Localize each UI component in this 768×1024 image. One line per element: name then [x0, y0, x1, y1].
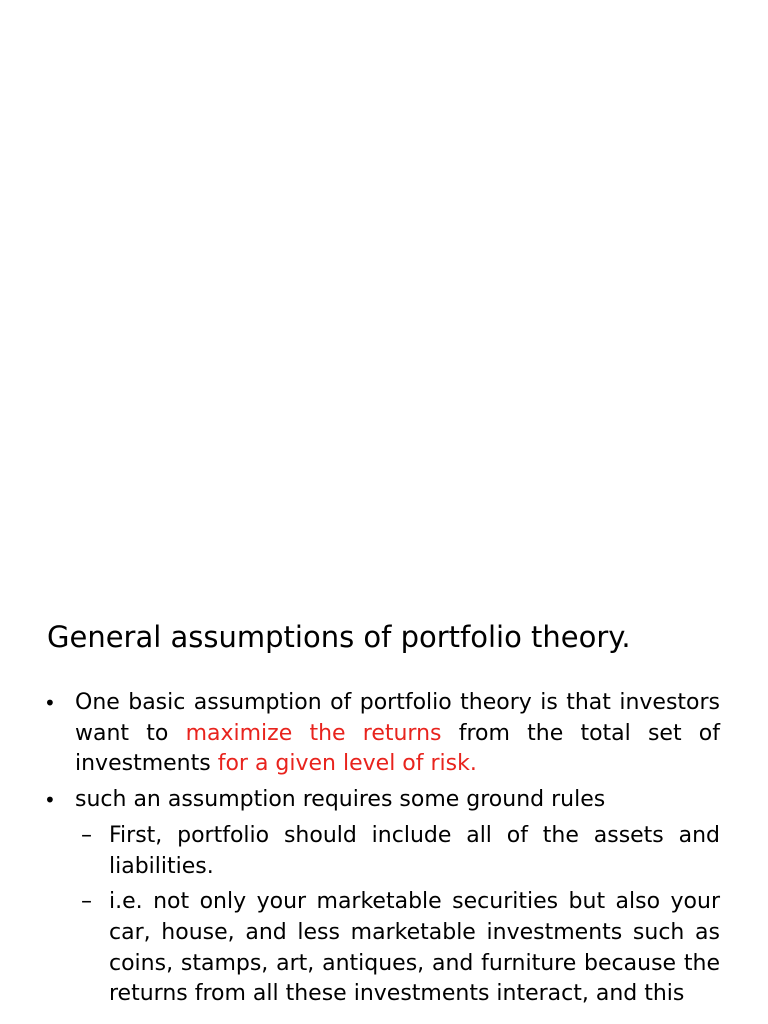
- dash-marker: –: [81, 822, 92, 848]
- slide-title: General assumptions of portfolio theory.: [47, 620, 631, 654]
- sub-item-all-assets: [81, 821, 720, 882]
- bullet-item-ground-rules: [44, 785, 720, 816]
- dash-marker: –: [81, 889, 92, 915]
- highlight-given-risk: for a given level of risk.: [217, 751, 477, 777]
- bullet-item-returns-assumption: [44, 688, 720, 780]
- sub-item-text: i.e. not only your marketable securities but also your car, house, and less marketable investments such as coins, stamps, art, antiques, and furniture because the returns from all these investments interact, and this: [109, 889, 720, 1007]
- bullet-marker: •: [44, 691, 56, 715]
- bullet-text: such an assumption requires some ground rules: [75, 787, 606, 813]
- highlight-maximize-returns: maximize the returns: [185, 720, 442, 746]
- bullet-text: from the total set of investments: [75, 720, 720, 777]
- bullet-marker: •: [44, 788, 56, 813]
- slide-body: [0, 688, 768, 1010]
- bullet-text: One basic assumption of portfolio theory is that investors want to: [75, 690, 720, 746]
- sub-item-example-assets: [81, 887, 720, 1010]
- sub-item-text: First, portfolio should include all of the assets and liabilities.: [109, 822, 720, 879]
